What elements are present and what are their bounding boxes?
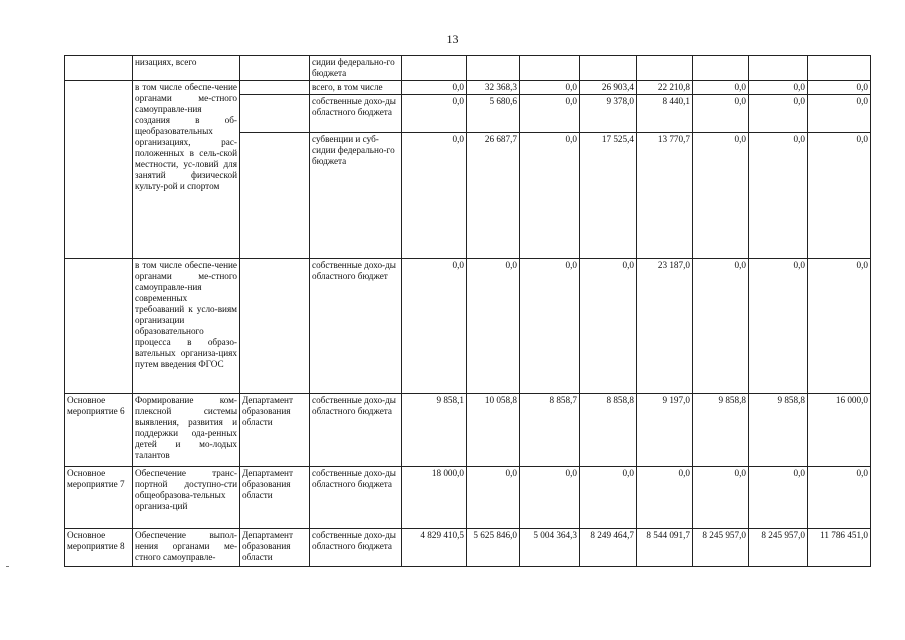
value-cell: 0,0 [693, 133, 749, 259]
value-cell: 0,0 [749, 133, 808, 259]
value-cell: 9 197,0 [637, 394, 693, 467]
table-row [65, 81, 871, 95]
value-cell: 5 004 364,3 [520, 529, 580, 567]
value-cell: 0,0 [402, 81, 467, 95]
value-cell: 0,0 [467, 467, 520, 529]
page-number: 13 [446, 32, 459, 46]
value-cell: 0,0 [808, 95, 871, 133]
value-cell [637, 56, 693, 81]
executor-cell [240, 81, 310, 95]
program-cell: Основное мероприятие 7 [65, 467, 133, 529]
executor-cell [240, 259, 310, 394]
value-cell: 0,0 [402, 259, 467, 394]
value-cell: 0,0 [580, 467, 637, 529]
activity-name-cell: Обеспечение транс-портной доступно-сти общеобразова-тельных организа-ций [133, 467, 240, 529]
value-cell: 0,0 [749, 81, 808, 95]
program-cell [65, 259, 133, 394]
value-cell: 0,0 [749, 95, 808, 133]
activity-name-cell: в том числе обеспе-чение органами ме-стного самоуправле-ния создания в об-щеобразовательных организациях, рас-положенных в сель-ской местности, ус-ловий для занятий физической культу-рой и спортом [133, 81, 240, 259]
scan-edge-mark [6, 566, 9, 567]
value-cell: 8 249 464,7 [580, 529, 637, 567]
value-cell: 9 858,1 [402, 394, 467, 467]
value-cell: 8 245 957,0 [693, 529, 749, 567]
value-cell: 9 858,8 [749, 394, 808, 467]
funding-source-cell: субвенции и суб-сидии федерально-го бюджета [310, 133, 402, 259]
executor-cell: Департамент образования области [240, 394, 310, 467]
value-cell: 22 210,8 [637, 81, 693, 95]
value-cell: 10 058,8 [467, 394, 520, 467]
funding-source-cell: сидии федерально-го бюджета [310, 56, 402, 81]
value-cell: 26 687,7 [467, 133, 520, 259]
value-cell: 32 368,3 [467, 81, 520, 95]
program-cell: Основное мероприятие 8 [65, 529, 133, 567]
value-cell: 5 625 846,0 [467, 529, 520, 567]
program-cell [65, 81, 133, 259]
value-cell: 0,0 [520, 133, 580, 259]
activity-name-cell: Формирование ком-плексной системы выявления, развития и поддержки ода-ренных детей и мо-лодых талантов [133, 394, 240, 467]
value-cell: 16 000,0 [808, 394, 871, 467]
budget-table [64, 55, 871, 567]
value-cell: 11 786 451,0 [808, 529, 871, 567]
activity-name-cell: низациях, всего [133, 56, 240, 81]
funding-source-cell: всего, в том числе [310, 81, 402, 95]
program-cell: Основное мероприятие 6 [65, 394, 133, 467]
table-row [65, 56, 871, 81]
value-cell: 0,0 [808, 133, 871, 259]
value-cell: 0,0 [808, 81, 871, 95]
value-cell: 0,0 [520, 95, 580, 133]
value-cell: 0,0 [749, 259, 808, 394]
value-cell: 0,0 [520, 259, 580, 394]
funding-source-cell: собственные дохо-ды областного бюджета [310, 467, 402, 529]
value-cell: 0,0 [749, 467, 808, 529]
value-cell [580, 56, 637, 81]
value-cell: 9 378,0 [580, 95, 637, 133]
value-cell: 17 525,4 [580, 133, 637, 259]
funding-source-cell: собственные дохо-ды областного бюджета [310, 95, 402, 133]
program-cell [65, 56, 133, 81]
value-cell: 23 187,0 [637, 259, 693, 394]
value-cell: 0,0 [520, 81, 580, 95]
executor-cell [240, 56, 310, 81]
value-cell: 26 903,4 [580, 81, 637, 95]
value-cell: 0,0 [402, 95, 467, 133]
table-row [65, 259, 871, 394]
value-cell [402, 56, 467, 81]
value-cell [520, 56, 580, 81]
value-cell: 0,0 [693, 81, 749, 95]
value-cell: 8 245 957,0 [749, 529, 808, 567]
executor-cell: Департамент образования области [240, 529, 310, 567]
value-cell: 8 858,7 [520, 394, 580, 467]
activity-name-cell: Обеспечение выпол-нения органами ме-стного самоуправле- [133, 529, 240, 567]
executor-cell [240, 133, 310, 259]
executor-cell: Департамент образования области [240, 467, 310, 529]
activity-name-cell: в том числе обеспе-чение органами ме-стного самоуправле-ния современных требоаваний к усло-виям организации образовательного процесса в образо-вательных организа-циях путем введения ФГОС [133, 259, 240, 394]
value-cell: 0,0 [693, 95, 749, 133]
value-cell: 8 440,1 [637, 95, 693, 133]
table-row [65, 467, 871, 529]
value-cell [749, 56, 808, 81]
value-cell [693, 56, 749, 81]
funding-source-cell: собственные дохо-ды областного бюджета [310, 394, 402, 467]
value-cell: 9 858,8 [693, 394, 749, 467]
value-cell: 18 000,0 [402, 467, 467, 529]
value-cell: 0,0 [520, 467, 580, 529]
value-cell: 0,0 [637, 467, 693, 529]
value-cell: 0,0 [808, 467, 871, 529]
value-cell: 8 858,8 [580, 394, 637, 467]
value-cell: 0,0 [808, 259, 871, 394]
value-cell [808, 56, 871, 81]
value-cell: 8 544 091,7 [637, 529, 693, 567]
funding-source-cell: собственные дохо-ды областного бюджет [310, 259, 402, 394]
funding-source-cell: собственные дохо-ды областного бюджета [310, 529, 402, 567]
executor-cell [240, 95, 310, 133]
value-cell: 0,0 [693, 259, 749, 394]
value-cell: 13 770,7 [637, 133, 693, 259]
table-row [65, 394, 871, 467]
value-cell: 0,0 [467, 259, 520, 394]
value-cell: 4 829 410,5 [402, 529, 467, 567]
value-cell: 0,0 [580, 259, 637, 394]
value-cell: 0,0 [402, 133, 467, 259]
table-row [65, 529, 871, 567]
value-cell: 5 680,6 [467, 95, 520, 133]
value-cell: 0,0 [693, 467, 749, 529]
value-cell [467, 56, 520, 81]
